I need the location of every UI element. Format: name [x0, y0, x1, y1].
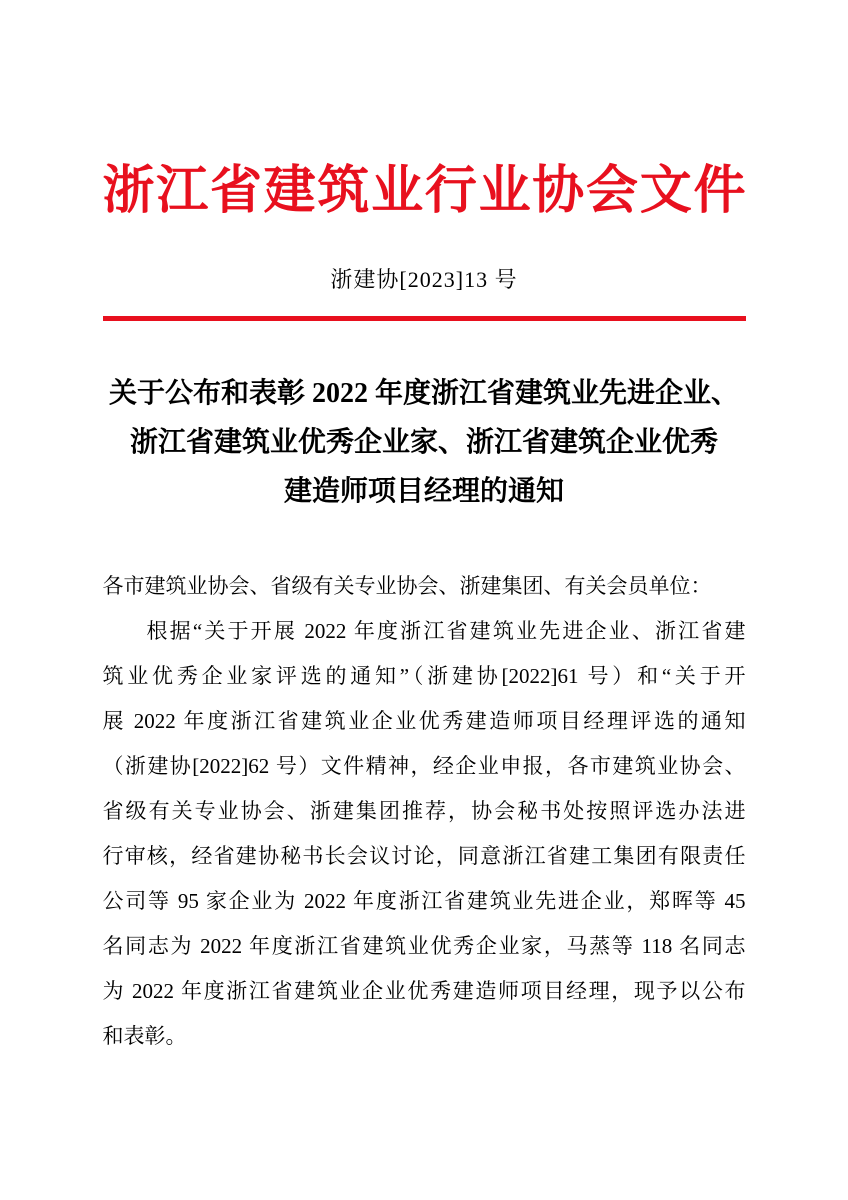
- notice-title-line: 浙江省建筑业优秀企业家、浙江省建筑企业优秀: [129, 427, 718, 458]
- document-header-title: 浙江省建筑业行业协会文件: [102, 163, 746, 220]
- body-line: 筑业优秀企业家评选的通知”（浙建协[2022]61 号）和“关于开: [102, 664, 746, 688]
- body-line: 省级有关专业协会、浙建集团推荐，协会秘书处按照评选办法进: [102, 799, 746, 823]
- body-line: 行审核，经省建协秘书长会议讨论，同意浙江省建工集团有限责任: [102, 844, 746, 868]
- red-divider-line: [103, 316, 746, 321]
- notice-body: [103, 564, 746, 1059]
- document-content: [103, 158, 746, 1059]
- notice-title: [103, 369, 746, 516]
- notice-title-line: 建造师项目经理的通知: [283, 476, 564, 507]
- body-line: 展 2022 年度浙江省建筑业企业优秀建造师项目经理评选的通知: [102, 709, 746, 733]
- document-number: 浙建协[2023]13 号: [330, 267, 518, 292]
- body-line: 为 2022 年度浙江省建筑业企业优秀建造师项目经理，现予以公布: [102, 979, 746, 1003]
- body-line: 名同志为 2022 年度浙江省建筑业优秀企业家，马蒸等 118 名同志: [102, 934, 746, 958]
- body-line: （浙建协[2022]62 号）文件精神，经企业申报，各市建筑业协会、: [102, 754, 746, 778]
- body-line: 和表彰。: [102, 1024, 187, 1048]
- body-line: 根据“关于开展 2022 年度浙江省建筑业先进企业、浙江省建: [146, 619, 746, 643]
- notice-title-line: 关于公布和表彰 2022 年度浙江省建筑业先进企业、: [108, 378, 739, 409]
- body-line: 公司等 95 家企业为 2022 年度浙江省建筑业先进企业，郑晖等 45: [102, 889, 746, 913]
- body-line: 各市建筑业协会、省级有关专业协会、浙建集团、有关会员单位：: [102, 574, 712, 598]
